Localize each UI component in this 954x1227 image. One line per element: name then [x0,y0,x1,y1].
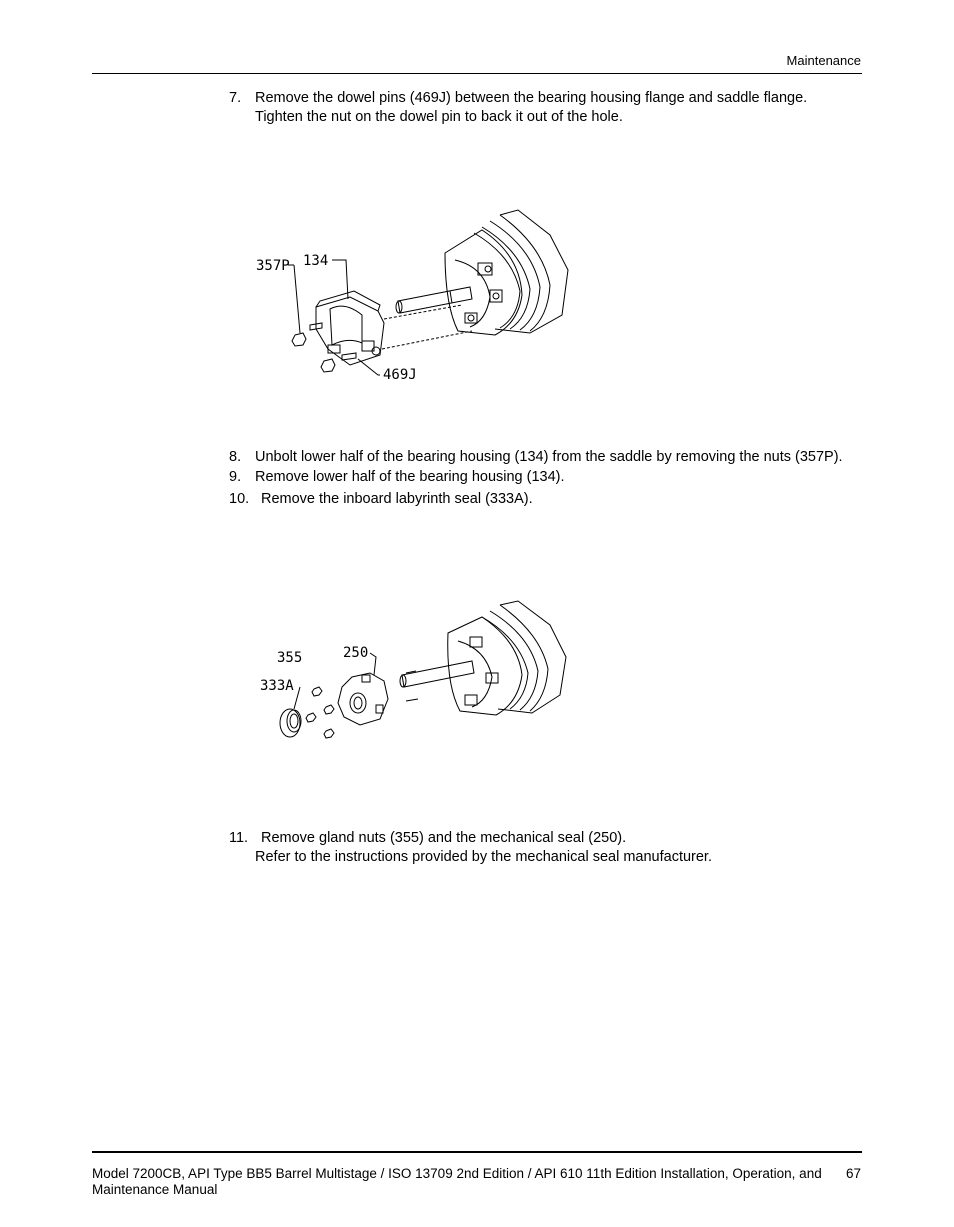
step-9 [229,468,565,487]
step-text-continued: Refer to the instructions provided by the mechanical seal manufacturer. [255,849,712,865]
step-text: Unbolt lower half of the bearing housing (134) from the saddle by removing the nuts (357P). [255,449,843,465]
step-text: Remove gland nuts (355) and the mechanical seal (250). [261,830,627,846]
callout-355: 355 [277,650,303,666]
step-11 [229,829,712,867]
step-text: Remove lower half of the bearing housing (134). [255,469,565,485]
footer-manual-title: Model 7200CB, API Type BB5 Barrel Multistage / ISO 13709 2nd Edition / API 610 11th Edition Installation, Operation, and Maintenance Manual [92,1166,822,1197]
step-text: Remove the inboard labyrinth seal (333A). [261,491,533,507]
header-rule [92,73,862,74]
step-text: Remove the dowel pins (469J) between the bearing housing flange and saddle flange. [255,90,808,106]
step-8 [229,448,843,467]
figure-mechanical-seal-removal [260,595,580,755]
page-number: 67 [845,1166,861,1181]
step-10 [229,490,533,509]
step-7 [229,89,807,127]
step-number: 9. [229,469,242,485]
step-number: 10. [229,491,250,507]
step-text-continued: Tighten the nut on the dowel pin to back it out of the hole. [255,109,623,125]
figure-bearing-housing-removal [250,205,580,390]
callout-250: 250 [343,645,369,661]
callout-134: 134 [303,253,329,269]
header-section-label: Maintenance [786,53,861,68]
callout-469j: 469J [383,367,417,383]
step-number: 8. [229,449,242,465]
callout-333a: 333A [260,678,294,694]
step-number: 11. [229,830,249,846]
callout-357p: 357P [256,258,290,274]
step-number: 7. [229,90,242,106]
footer-rule [92,1151,862,1153]
